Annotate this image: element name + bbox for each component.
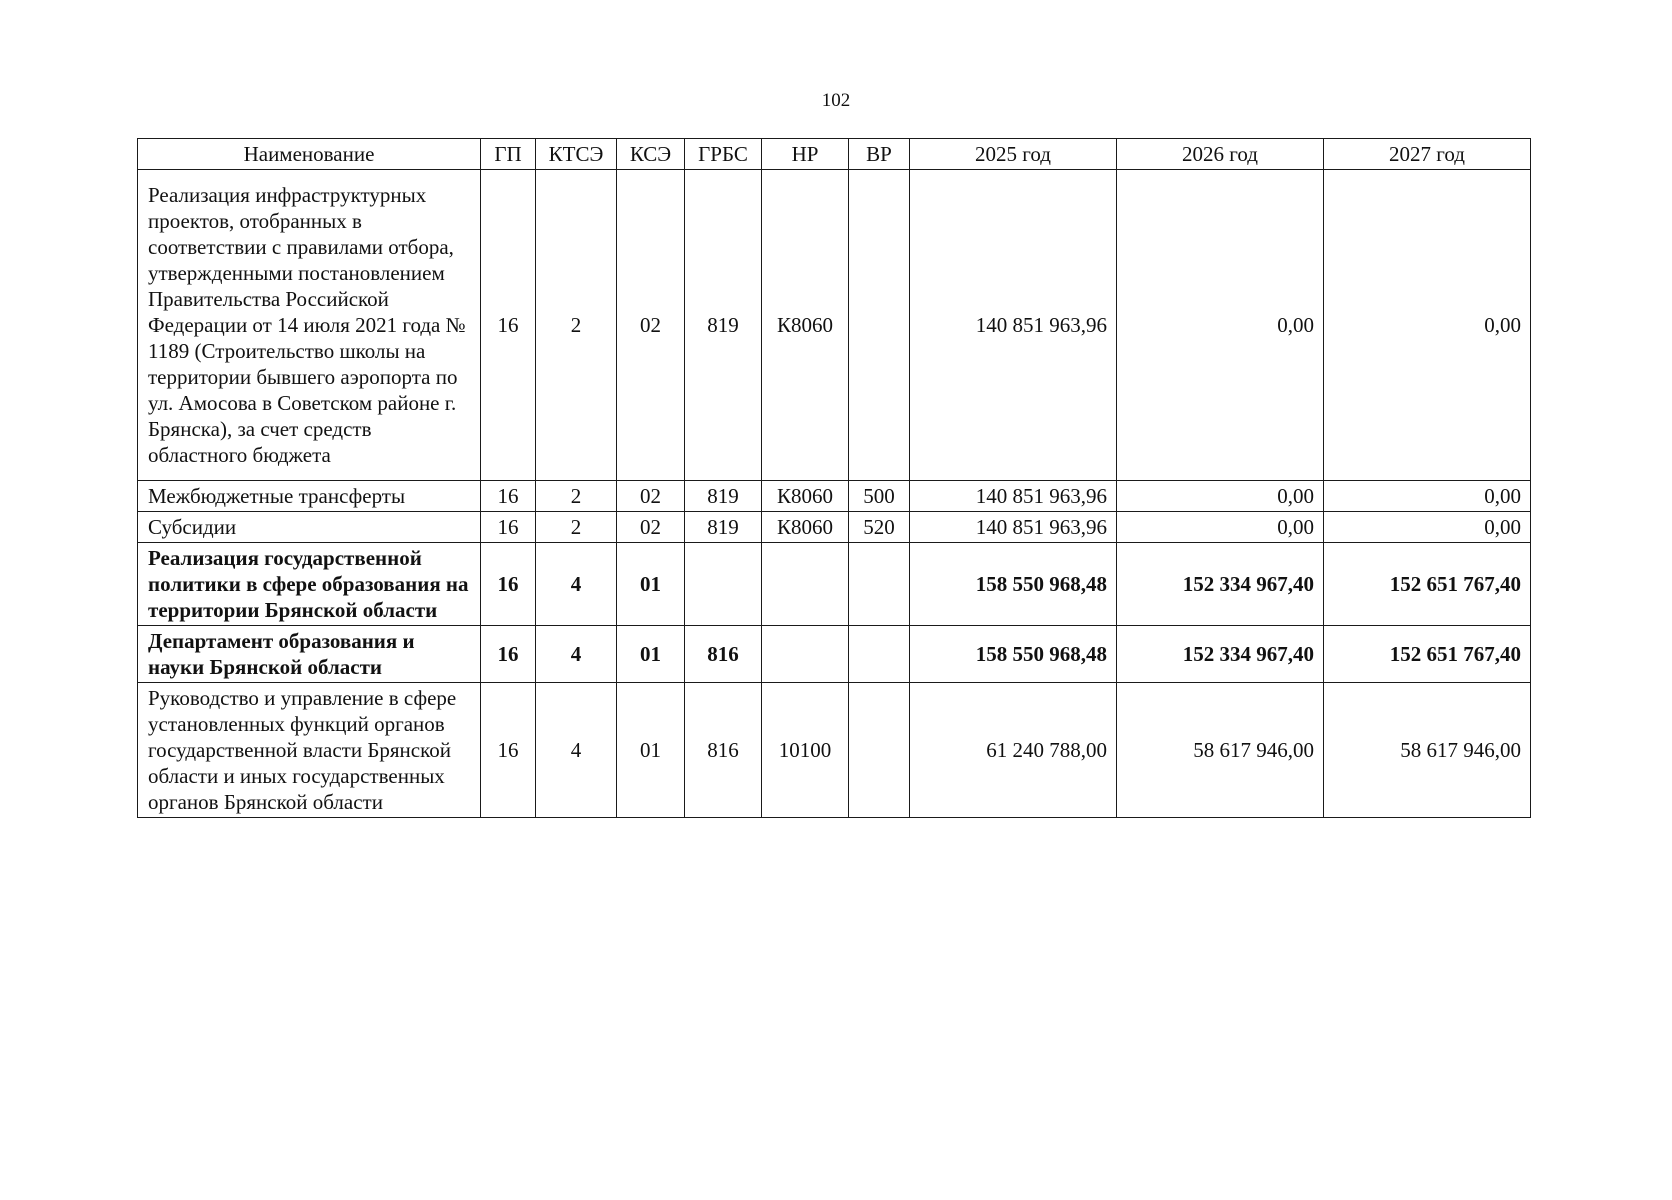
table-header-row: [138, 139, 1531, 170]
row-nr: [762, 543, 849, 626]
row-name: Руководство и управление в сфере установленных функций органов государственной власти Брянской области и иных государственных органов Брянской области: [138, 683, 481, 818]
row-name: Межбюджетные трансферты: [138, 481, 481, 512]
row-2026: 152 334 967,40: [1117, 543, 1324, 626]
row-ktse: 2: [536, 170, 617, 481]
row-2026: 0,00: [1117, 512, 1324, 543]
row-vr: 520: [849, 512, 910, 543]
row-ktse: 4: [536, 683, 617, 818]
row-2026: 58 617 946,00: [1117, 683, 1324, 818]
row-vr: [849, 626, 910, 683]
row-2027: 0,00: [1324, 512, 1531, 543]
row-2025: 140 851 963,96: [910, 512, 1117, 543]
row-2025: 140 851 963,96: [910, 481, 1117, 512]
row-gp: 16: [481, 683, 536, 818]
row-name: Департамент образования и науки Брянской области: [138, 626, 481, 683]
budget-table: [137, 138, 1531, 818]
row-2026: 0,00: [1117, 481, 1324, 512]
row-grbs: [685, 543, 762, 626]
row-gp: 16: [481, 626, 536, 683]
row-ktse: 4: [536, 626, 617, 683]
row-grbs: 819: [685, 481, 762, 512]
row-ktse: 4: [536, 543, 617, 626]
header-name: Наименование: [138, 139, 481, 170]
row-name: Субсидии: [138, 512, 481, 543]
row-gp: 16: [481, 170, 536, 481]
row-vr: [849, 543, 910, 626]
row-kse: 02: [617, 481, 685, 512]
row-kse: 01: [617, 683, 685, 818]
row-2025: 140 851 963,96: [910, 170, 1117, 481]
table-row: [138, 481, 1531, 512]
table-row: [138, 626, 1531, 683]
row-2025: 158 550 968,48: [910, 626, 1117, 683]
row-2026: 0,00: [1117, 170, 1324, 481]
row-2025: 61 240 788,00: [910, 683, 1117, 818]
row-name: Реализация государственной политики в сфере образования на территории Брянской области: [138, 543, 481, 626]
row-grbs: 819: [685, 170, 762, 481]
row-nr: К8060: [762, 170, 849, 481]
row-grbs: 816: [685, 683, 762, 818]
table-row: [138, 512, 1531, 543]
table-row: [138, 170, 1531, 481]
table-row: [138, 543, 1531, 626]
row-2027: 152 651 767,40: [1324, 626, 1531, 683]
page-number: 102: [821, 90, 851, 111]
row-vr: [849, 683, 910, 818]
row-2027: 152 651 767,40: [1324, 543, 1531, 626]
row-gp: 16: [481, 512, 536, 543]
header-grbs: ГРБС: [685, 139, 762, 170]
row-ktse: 2: [536, 481, 617, 512]
row-gp: 16: [481, 481, 536, 512]
header-gp: ГП: [481, 139, 536, 170]
header-2025: 2025 год: [910, 139, 1117, 170]
row-2026: 152 334 967,40: [1117, 626, 1324, 683]
row-vr: 500: [849, 481, 910, 512]
row-kse: 02: [617, 512, 685, 543]
header-vr: ВР: [849, 139, 910, 170]
header-ktse: КТСЭ: [536, 139, 617, 170]
row-grbs: 816: [685, 626, 762, 683]
row-2027: 0,00: [1324, 481, 1531, 512]
row-2027: 58 617 946,00: [1324, 683, 1531, 818]
header-2026: 2026 год: [1117, 139, 1324, 170]
row-gp: 16: [481, 543, 536, 626]
table-row: [138, 683, 1531, 818]
row-vr: [849, 170, 910, 481]
row-nr: К8060: [762, 481, 849, 512]
row-2025: 158 550 968,48: [910, 543, 1117, 626]
row-kse: 01: [617, 626, 685, 683]
row-grbs: 819: [685, 512, 762, 543]
header-nr: НР: [762, 139, 849, 170]
row-kse: 02: [617, 170, 685, 481]
row-nr: [762, 626, 849, 683]
row-ktse: 2: [536, 512, 617, 543]
row-name: Реализация инфраструктурных проектов, отобранных в соответствии с правилами отбора, утвержденными постановлением Правительства Российской Федерации от 14 июля 2021 года № 1189 (Строительство школы на территории бывшего аэропорта по ул. Амосова в Советском районе г. Брянска), за счет средств областного бюджета: [138, 170, 481, 481]
row-nr: 10100: [762, 683, 849, 818]
header-2027: 2027 год: [1324, 139, 1531, 170]
row-kse: 01: [617, 543, 685, 626]
row-2027: 0,00: [1324, 170, 1531, 481]
row-nr: К8060: [762, 512, 849, 543]
header-kse: КСЭ: [617, 139, 685, 170]
